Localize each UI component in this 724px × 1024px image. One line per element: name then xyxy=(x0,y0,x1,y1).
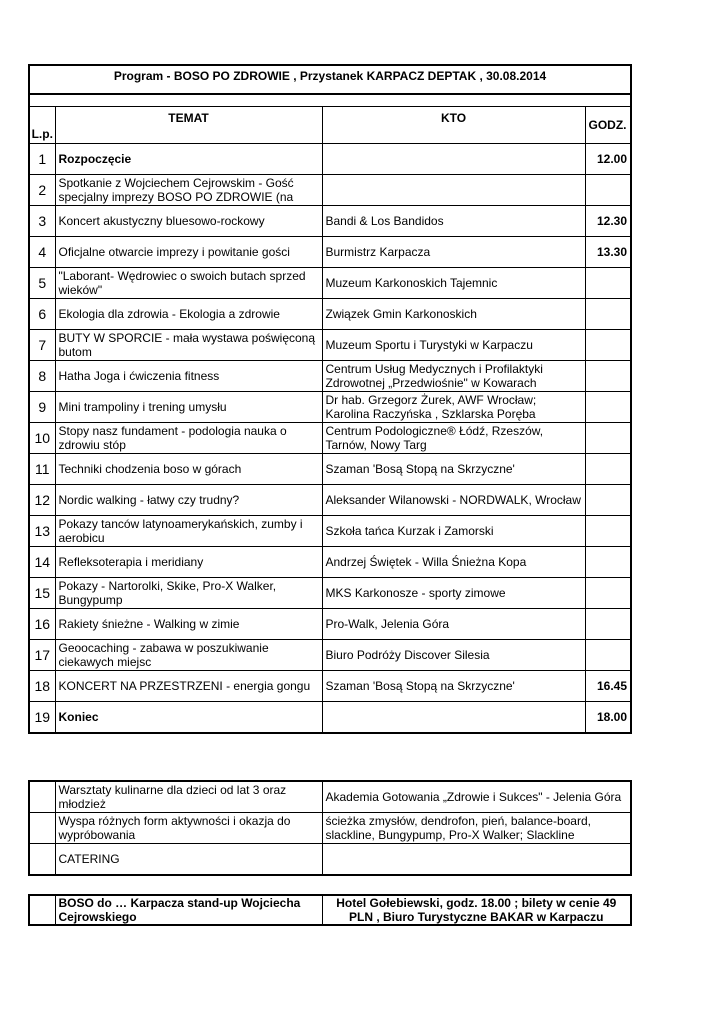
extra-spacer-cell xyxy=(29,844,55,876)
row-number: 4 xyxy=(29,237,55,268)
footer-right: Hotel Gołebiewski, godz. 18.00 ; bilety w cenie 49 PLN , Biuro Turystyczne BAKAR w Karpaczu xyxy=(322,895,631,925)
table-row xyxy=(29,206,631,237)
extra-kto: Akademia Gotowania „Zdrowie i Sukces" - Jelenia Góra xyxy=(322,781,631,813)
extra-spacer-cell xyxy=(29,781,55,813)
row-temat: Mini trampoliny i trening umysłu xyxy=(55,392,322,423)
row-kto: Dr hab. Grzegorz Żurek, AWF Wrocław; Karolina Raczyńska , Szklarska Poręba xyxy=(322,392,585,423)
row-temat: Geoocaching - zabawa w poszukiwanie ciekawych miejsc xyxy=(55,640,322,671)
row-number: 11 xyxy=(29,454,55,485)
table-row xyxy=(29,175,631,206)
row-number: 16 xyxy=(29,609,55,640)
row-temat: KONCERT NA PRZESTRZENI - energia gongu xyxy=(55,671,322,702)
row-temat: Rakiety śnieżne - Walking w zimie xyxy=(55,609,322,640)
extra-row xyxy=(29,844,631,876)
row-kto: Szaman 'Bosą Stopą na Skrzyczne' xyxy=(322,454,585,485)
extra-temat: Warsztaty kulinarne dla dzieci od lat 3 oraz młodzież xyxy=(55,781,322,813)
row-temat: Ekologia dla zdrowia - Ekologia a zdrowie xyxy=(55,299,322,330)
row-godz xyxy=(585,299,631,330)
row-number: 19 xyxy=(29,702,55,734)
row-temat: Koncert akustyczny bluesowo-rockowy xyxy=(55,206,322,237)
program-table xyxy=(28,64,632,734)
row-number: 15 xyxy=(29,578,55,609)
row-number: 17 xyxy=(29,640,55,671)
table-row xyxy=(29,392,631,423)
row-godz: 12.00 xyxy=(585,144,631,175)
footer-row xyxy=(29,895,631,925)
extra-body xyxy=(29,781,631,875)
table-row xyxy=(29,609,631,640)
footer-spacer-cell xyxy=(29,895,55,925)
table-row xyxy=(29,454,631,485)
title-spacer xyxy=(29,94,631,107)
extra-kto: ścieżka zmysłów, dendrofon, pień, balance-board, slackline, Bungypump, Pro-X Walker; Slackline xyxy=(322,813,631,844)
table-row xyxy=(29,516,631,547)
table-row xyxy=(29,330,631,361)
extra-row xyxy=(29,781,631,813)
row-godz xyxy=(585,640,631,671)
row-temat: Koniec xyxy=(55,702,322,734)
row-godz xyxy=(585,516,631,547)
row-godz: 12.30 xyxy=(585,206,631,237)
row-number: 18 xyxy=(29,671,55,702)
footer-table xyxy=(28,894,632,926)
table-row xyxy=(29,547,631,578)
row-temat: Stopy nasz fundament - podologia nauka o zdrowiu stóp xyxy=(55,423,322,454)
row-godz: 18.00 xyxy=(585,702,631,734)
header-temat: TEMAT xyxy=(55,107,322,144)
row-kto xyxy=(322,702,585,734)
extra-row xyxy=(29,813,631,844)
row-kto xyxy=(322,144,585,175)
row-number: 14 xyxy=(29,547,55,578)
header-row xyxy=(29,107,631,144)
row-godz xyxy=(585,392,631,423)
row-kto: Pro-Walk, Jelenia Góra xyxy=(322,609,585,640)
row-number: 13 xyxy=(29,516,55,547)
table-row xyxy=(29,423,631,454)
row-kto: Szaman 'Bosą Stopą na Skrzyczne' xyxy=(322,671,585,702)
table-row xyxy=(29,640,631,671)
row-temat: "Laborant- Wędrowiec o swoich butach sprzed wieków" xyxy=(55,268,322,299)
row-godz xyxy=(585,454,631,485)
row-godz xyxy=(585,175,631,206)
table-row xyxy=(29,237,631,268)
extra-temat: CATERING xyxy=(55,844,322,876)
row-temat: Techniki chodzenia boso w górach xyxy=(55,454,322,485)
header-lp: L.p. xyxy=(29,107,55,144)
row-number: 3 xyxy=(29,206,55,237)
row-temat: BUTY W SPORCIE - mała wystawa poświęconą butom xyxy=(55,330,322,361)
row-temat: Hatha Joga i ćwiczenia fitness xyxy=(55,361,322,392)
row-number: 5 xyxy=(29,268,55,299)
program-title: Program - BOSO PO ZDROWIE , Przystanek KARPACZ DEPTAK , 30.08.2014 xyxy=(29,65,631,94)
row-godz xyxy=(585,423,631,454)
table-row xyxy=(29,671,631,702)
row-kto: Biuro Podróży Discover Silesia xyxy=(322,640,585,671)
program-body xyxy=(29,144,631,734)
header-kto: KTO xyxy=(322,107,585,144)
row-number: 9 xyxy=(29,392,55,423)
row-kto: Andrzej Świętek - Willa Śnieżna Kopa xyxy=(322,547,585,578)
row-temat: Pokazy tanców latynoamerykańskich, zumby i aerobicu xyxy=(55,516,322,547)
row-kto: Burmistrz Karpacza xyxy=(322,237,585,268)
table-row xyxy=(29,485,631,516)
table-row xyxy=(29,702,631,734)
row-number: 6 xyxy=(29,299,55,330)
row-temat: Refleksoterapia i meridiany xyxy=(55,547,322,578)
extra-table xyxy=(28,780,632,876)
table-row xyxy=(29,299,631,330)
row-number: 2 xyxy=(29,175,55,206)
extra-temat: Wyspa różnych form aktywności i okazja do wypróbowania xyxy=(55,813,322,844)
table-row xyxy=(29,361,631,392)
row-kto: Związek Gmin Karkonoskich xyxy=(322,299,585,330)
row-kto: MKS Karkonosze - sporty zimowe xyxy=(322,578,585,609)
footer-left: BOSO do … Karpacza stand-up Wojciecha Cejrowskiego xyxy=(55,895,322,925)
row-godz: 16.45 xyxy=(585,671,631,702)
row-godz xyxy=(585,609,631,640)
row-temat: Spotkanie z Wojciechem Cejrowskim - Gość specjalny imprezy BOSO PO ZDROWIE (na xyxy=(55,175,322,206)
row-temat: Nordic walking - łatwy czy trudny? xyxy=(55,485,322,516)
table-row xyxy=(29,578,631,609)
row-godz xyxy=(585,361,631,392)
row-kto: Centrum Usług Medycznych i Profilaktyki Zdrowotnej „Przedwiośnie" w Kowarach xyxy=(322,361,585,392)
row-number: 8 xyxy=(29,361,55,392)
row-temat: Oficjalne otwarcie imprezy i powitanie gości xyxy=(55,237,322,268)
row-godz: 13.30 xyxy=(585,237,631,268)
row-kto: Muzeum Karkonoskich Tajemnic xyxy=(322,268,585,299)
row-godz xyxy=(585,330,631,361)
row-number: 12 xyxy=(29,485,55,516)
row-godz xyxy=(585,547,631,578)
extra-kto xyxy=(322,844,631,876)
row-kto xyxy=(322,175,585,206)
row-kto: Bandi & Los Bandidos xyxy=(322,206,585,237)
row-number: 1 xyxy=(29,144,55,175)
header-godz: GODZ. xyxy=(585,107,631,144)
row-kto: Aleksander Wilanowski - NORDWALK, Wrocław xyxy=(322,485,585,516)
row-kto: Szkoła tańca Kurzak i Zamorski xyxy=(322,516,585,547)
table-row xyxy=(29,144,631,175)
row-number: 10 xyxy=(29,423,55,454)
table-row xyxy=(29,268,631,299)
row-godz xyxy=(585,578,631,609)
row-temat: Pokazy - Nartorolki, Skike, Pro-X Walker, Bungypump xyxy=(55,578,322,609)
row-godz xyxy=(585,268,631,299)
extra-spacer-cell xyxy=(29,813,55,844)
row-godz xyxy=(585,485,631,516)
row-number: 7 xyxy=(29,330,55,361)
row-kto: Centrum Podologiczne® Łódź, Rzeszów, Tarnów, Nowy Targ xyxy=(322,423,585,454)
row-kto: Muzeum Sportu i Turystyki w Karpaczu xyxy=(322,330,585,361)
row-temat: Rozpoczęcie xyxy=(55,144,322,175)
